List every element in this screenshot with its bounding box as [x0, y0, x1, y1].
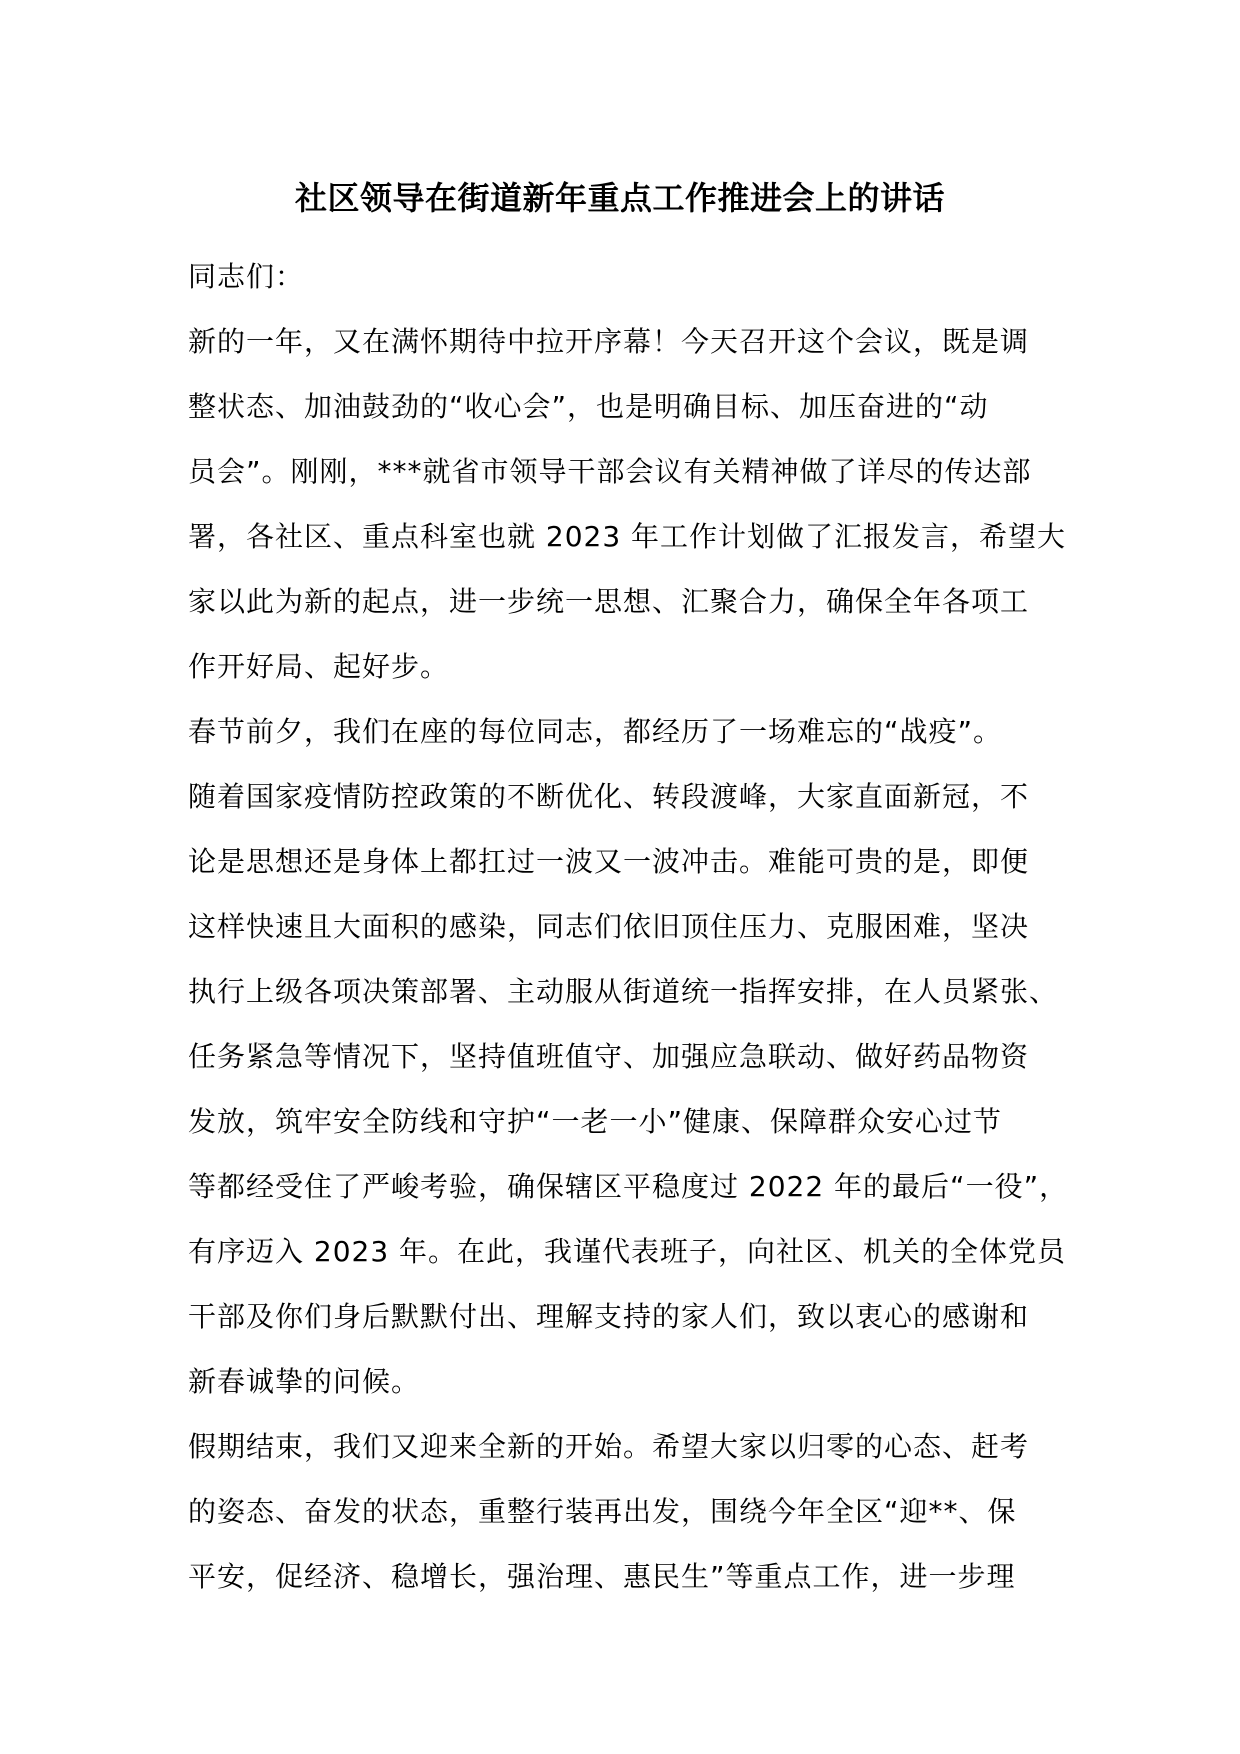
text-line: 春节前夕，我们在座的每位同志，都经历了一场难忘的“战疫”。 — [188, 715, 1003, 748]
text-line: 假期结束，我们又迎来全新的开始。希望大家以归零的心态、赶考 — [188, 1430, 1030, 1463]
text-line: 有序迈入 2023 年。在此，我谨代表班子，向社区、机关的全体党员 — [188, 1235, 1067, 1268]
text-line: 员会”。刚刚，***就省市领导干部会议有关精神做了详尽的传达部 — [188, 455, 1032, 488]
text-line: 同志们： — [188, 260, 305, 293]
text-line: 执行上级各项决策部署、主动服从街道统一指挥安排，在人员紧张、 — [188, 975, 1059, 1008]
text-line: 随着国家疫情防控政策的不断优化、转段渡峰，大家直面新冠，不 — [188, 780, 1030, 813]
text-line: 论是思想还是身体上都扛过一波又一波冲击。难能可贵的是，即便 — [188, 845, 1030, 878]
text-line: 署，各社区、重点科室也就 2023 年工作计划做了汇报发言，希望大 — [188, 520, 1067, 553]
text-line: 整状态、加油鼓劲的“收心会”，也是明确目标、加压奋进的“动 — [188, 390, 989, 423]
text-line: 这样快速且大面积的感染，同志们依旧顶住压力、克服困难，坚决 — [188, 910, 1030, 943]
text-line: 平安，促经济、稳增长，强治理、惠民生”等重点工作，进一步理 — [188, 1560, 1016, 1593]
text-line: 新春诚挚的问候。 — [188, 1365, 421, 1398]
document-body — [188, 244, 1088, 1609]
text-line: 任务紧急等情况下，坚持值班值守、加强应急联动、做好药品物资 — [188, 1040, 1030, 1073]
text-line: 作开好局、起好步。 — [188, 650, 450, 683]
text-line: 家以此为新的起点，进一步统一思想、汇聚合力，确保全年各项工 — [188, 585, 1030, 618]
text-line: 干部及你们身后默默付出、理解支持的家人们，致以衷心的感谢和 — [188, 1300, 1030, 1333]
text-line: 的姿态、奋发的状态，重整行装再出发，围绕今年全区“迎**、保 — [188, 1495, 1017, 1528]
text-line: 新的一年，又在满怀期待中拉开序幕！今天召开这个会议，既是调 — [188, 325, 1030, 358]
text-line: 等都经受住了严峻考验，确保辖区平稳度过 2022 年的最后“一役”， — [188, 1170, 1069, 1203]
document-title: 社区领导在街道新年重点工作推进会上的讲话 — [294, 179, 945, 217]
text-line: 发放，筑牢安全防线和守护“一老一小”健康、保障群众安心过节 — [188, 1105, 1003, 1138]
